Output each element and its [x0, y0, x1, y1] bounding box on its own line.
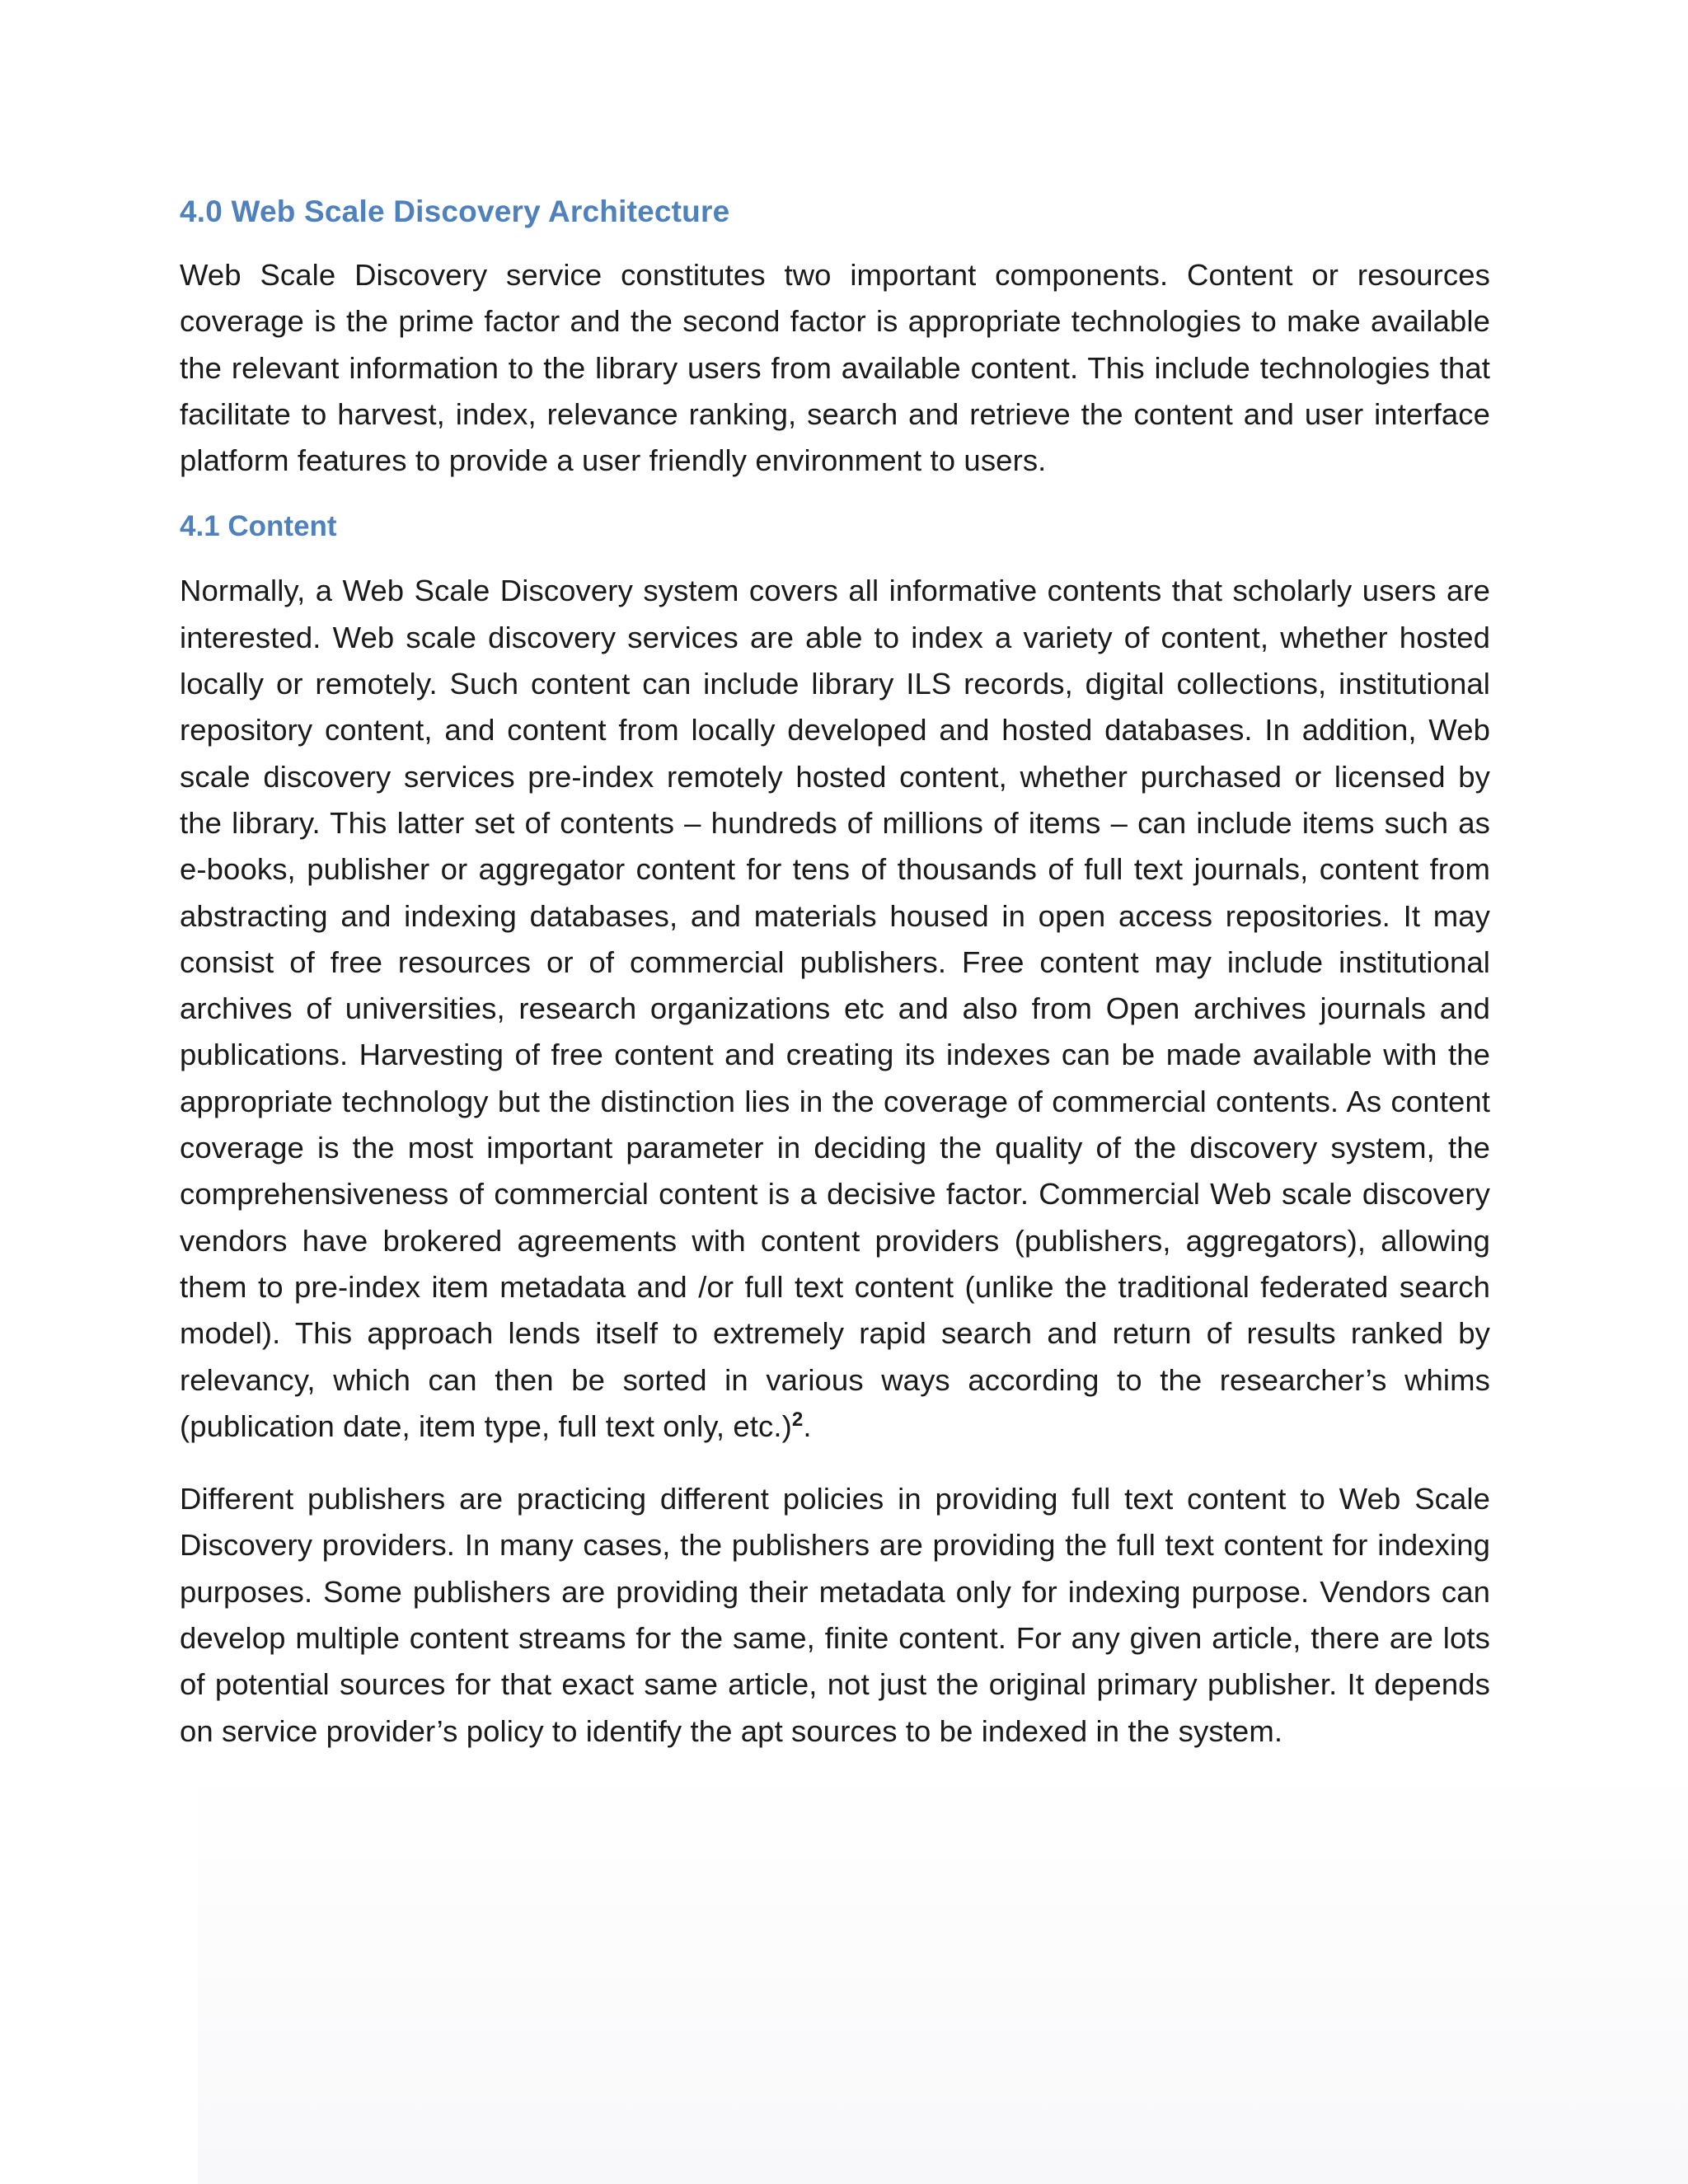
document-body	[180, 194, 1490, 1781]
footnote-reference: 2	[791, 1408, 804, 1431]
section-heading: 4.0 Web Scale Discovery Architecture	[180, 194, 730, 228]
intro-paragraph: Web Scale Discovery service constitutes two important components. Content or resources coverage is the prime factor and the second factor is appropriate technologies to make available the relevant information to the library users from available content. This include technologies that facilitate to harvest, index, relevance ranking, search and retrieve the content and user interface platform features to provide a user friendly environment to users.	[180, 258, 1490, 478]
content-paragraph-1-text: Normally, a Web Scale Discovery system covers all informative contents that scholarly users are interested. Web scale discovery services are able to index a variety of content, whether hosted locally or remotely. Such content can include library ILS records, digital collections, institutional repository content, and content from locally developed and hosted databases. In addition, Web scale discovery services pre-index remotely hosted content, whether purchased or licensed by the library. This latter set of contents – hundreds of millions of items – can include items such as e-books, publisher or aggregator content for tens of thousands of full text journals, content from abstracting and indexing databases, and materials housed in open access repositories. It may consist of free resources or of commercial publishers. Free content may include institutional archives of universities, research organizations etc and also from Open archives journals and publications. Harvesting of free content and creating its indexes can be made available with the appropriate technology but the distinction lies in the coverage of commercial contents. As content coverage is the most important parameter in deciding the quality of the discovery system, the comprehensiveness of commercial content is a decisive factor. Commercial Web scale discovery vendors have brokered agreements with content providers (publishers, aggregators), allowing them to pre-index item metadata and /or full text content (unlike the traditional federated search model). This approach lends itself to extremely rapid search and return of results ranked by relevancy, which can then be sorted in various ways according to the researcher’s whims (publication date, item type, full text only, etc.)	[180, 574, 1490, 1443]
content-paragraph-2: Different publishers are practicing different policies in providing full text content to Web Scale Discovery providers. In many cases, the publishers are providing the full text content for indexing purposes. Some publishers are providing their metadata only for indexing purpose. Vendors can develop multiple content streams for the same, finite content. For any given article, there are lots of potential sources for that exact same article, not just the original primary publisher. It depends on service provider’s policy to identify the apt sources to be indexed in the system.	[180, 1482, 1490, 1748]
page-background-shade	[198, 1764, 1688, 2184]
subsection-heading: 4.1 Content	[180, 510, 337, 543]
content-paragraph-1	[180, 568, 1490, 1450]
content-paragraph-1-end: .	[803, 1408, 812, 1443]
